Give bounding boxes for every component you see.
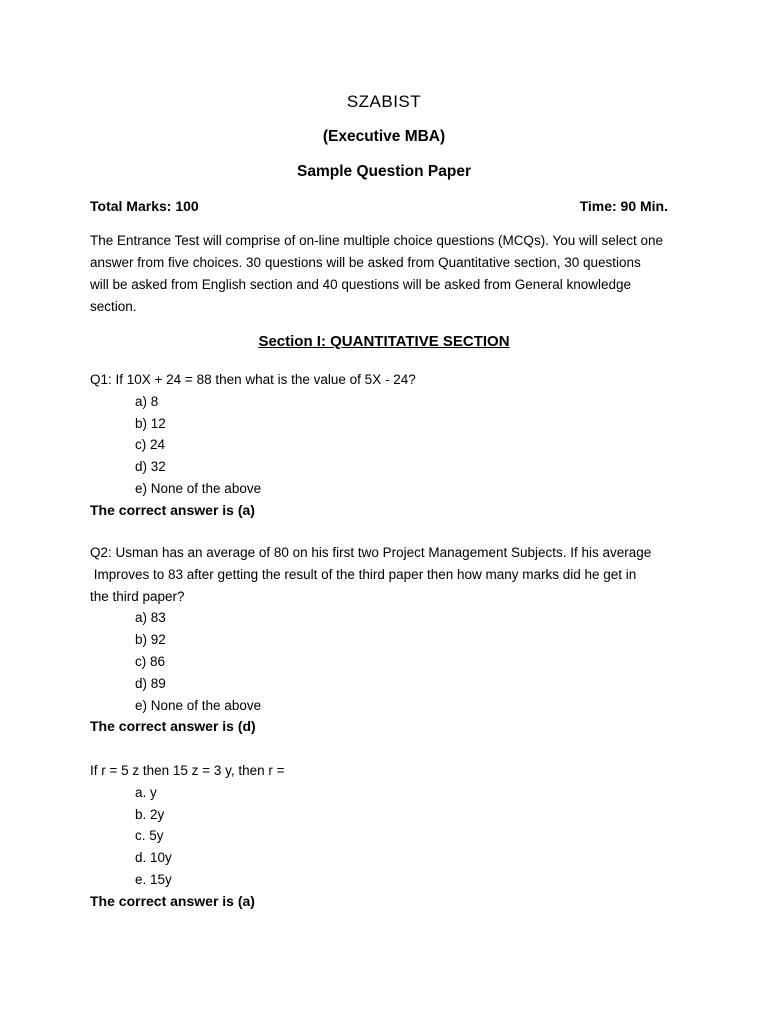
intro-line: will be asked from English section and 40 questions will be asked from General knowledge bbox=[90, 277, 632, 292]
option-item: c) 86 bbox=[135, 653, 166, 669]
paper-title: Sample Question Paper bbox=[297, 163, 471, 180]
program-title: (Executive MBA) bbox=[322, 128, 446, 145]
question-text: If r = 5 z then 15 z = 3 y, then r = bbox=[90, 763, 285, 778]
intro-line: The Entrance Test will comprise of on-line multiple choice questions (MCQs). You will select one bbox=[90, 233, 664, 248]
option-item: a. y bbox=[135, 784, 157, 800]
correct-answer: The correct answer is (d) bbox=[90, 718, 256, 735]
marks-time-row bbox=[90, 198, 668, 214]
option-item: d) 89 bbox=[135, 675, 166, 691]
section-heading: Section I: QUANTITATIVE SECTION bbox=[258, 333, 510, 350]
option-item: d. 10y bbox=[135, 850, 172, 866]
intro-paragraph bbox=[90, 230, 690, 318]
correct-answer: The correct answer is (a) bbox=[90, 892, 255, 909]
question-text: the third paper? bbox=[90, 588, 185, 604]
option-item: c. 5y bbox=[135, 828, 164, 844]
question-3 bbox=[90, 760, 690, 913]
time-limit: Time: 90 Min. bbox=[579, 198, 668, 214]
option-item: b) 92 bbox=[135, 632, 166, 648]
institution-title: SZABIST bbox=[346, 92, 422, 111]
option-item: c) 24 bbox=[135, 437, 166, 453]
question-text: Q2: Usman has an average of 80 on his first two Project Management Subjects. If his average bbox=[90, 545, 652, 560]
option-item: e) None of the above bbox=[135, 697, 262, 713]
question-2 bbox=[90, 542, 690, 738]
question-1 bbox=[90, 369, 690, 522]
option-item: b. 2y bbox=[135, 806, 165, 822]
question-text: Improves to 83 after getting the result of the third paper then how many marks did he get in bbox=[90, 566, 637, 582]
option-item: e) None of the above bbox=[135, 480, 262, 496]
intro-line: section. bbox=[90, 299, 137, 314]
intro-line: answer from five choices. 30 questions will be asked from Quantitative section, 30 questions bbox=[90, 255, 641, 270]
option-item: d) 32 bbox=[135, 459, 166, 475]
option-item: a) 83 bbox=[135, 610, 166, 626]
total-marks: Total Marks: 100 bbox=[90, 198, 199, 214]
option-item: b) 12 bbox=[135, 415, 166, 431]
option-item: a) 8 bbox=[135, 393, 159, 409]
question-text: Q1: If 10X + 24 = 88 then what is the value of 5X - 24? bbox=[90, 372, 416, 387]
correct-answer: The correct answer is (a) bbox=[90, 501, 255, 518]
option-item: e. 15y bbox=[135, 871, 172, 887]
